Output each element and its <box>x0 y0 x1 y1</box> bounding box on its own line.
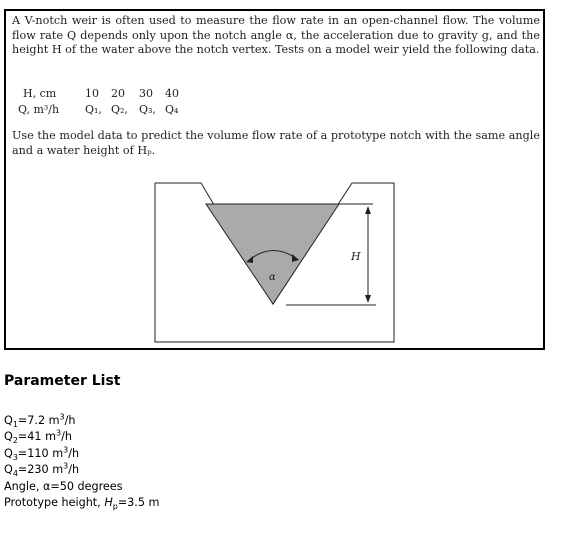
table-cell-h2: 20 <box>111 87 125 100</box>
height-arrow-top <box>365 206 371 214</box>
problem-paragraph-intro: A V-notch weir is often used to measure the flow rate in an open-channel flow. The volume flow rate Q depends only upon the notch angle α, the acceleration due to gravity g, and the height H of the water above the notch vertex. Tests on a model weir yield the following data. <box>12 14 540 57</box>
param-angle: Angle, α=50 degrees <box>4 479 123 493</box>
height-arrow-bottom <box>365 295 371 303</box>
problem-paragraph-question: Use the model data to predict the volume flow rate of a prototype notch with the same angle and a water height of Hₚ. <box>12 129 540 157</box>
table-cell-h1: 10 <box>85 87 99 100</box>
table-cell-q3: Q₃, <box>139 103 156 116</box>
height-label: H <box>351 250 361 263</box>
water-region <box>206 204 339 304</box>
angle-label: α <box>269 272 276 283</box>
parameter-list <box>4 373 404 511</box>
table-cell-q4: Q₄ <box>165 103 179 116</box>
table-label-height: H, cm <box>23 87 57 100</box>
table-cell-h4: 40 <box>165 87 179 100</box>
param-prototype-height: Prototype height, $H_p=3.5$ m <box>4 495 160 512</box>
parameter-list-title: Parameter List <box>4 373 121 389</box>
v-notch-weir-figure <box>6 11 547 352</box>
table-label-flow: Q, m³/h <box>18 103 60 116</box>
param-q4: $Q_4=230$ $m^3/h$ <box>4 461 80 479</box>
table-cell-q2: Q₂, <box>111 103 128 116</box>
param-q1: $Q_1=7.2$ $m^3/h$ <box>4 412 76 430</box>
param-q2: $Q_2=41$ $m^3/h$ <box>4 428 72 446</box>
table-cell-q1: Q₁, <box>85 103 102 116</box>
problem-statement-box <box>4 9 545 350</box>
param-q3: $Q_3=110$ $m^3/h$ <box>4 445 80 463</box>
table-cell-h3: 30 <box>139 87 153 100</box>
